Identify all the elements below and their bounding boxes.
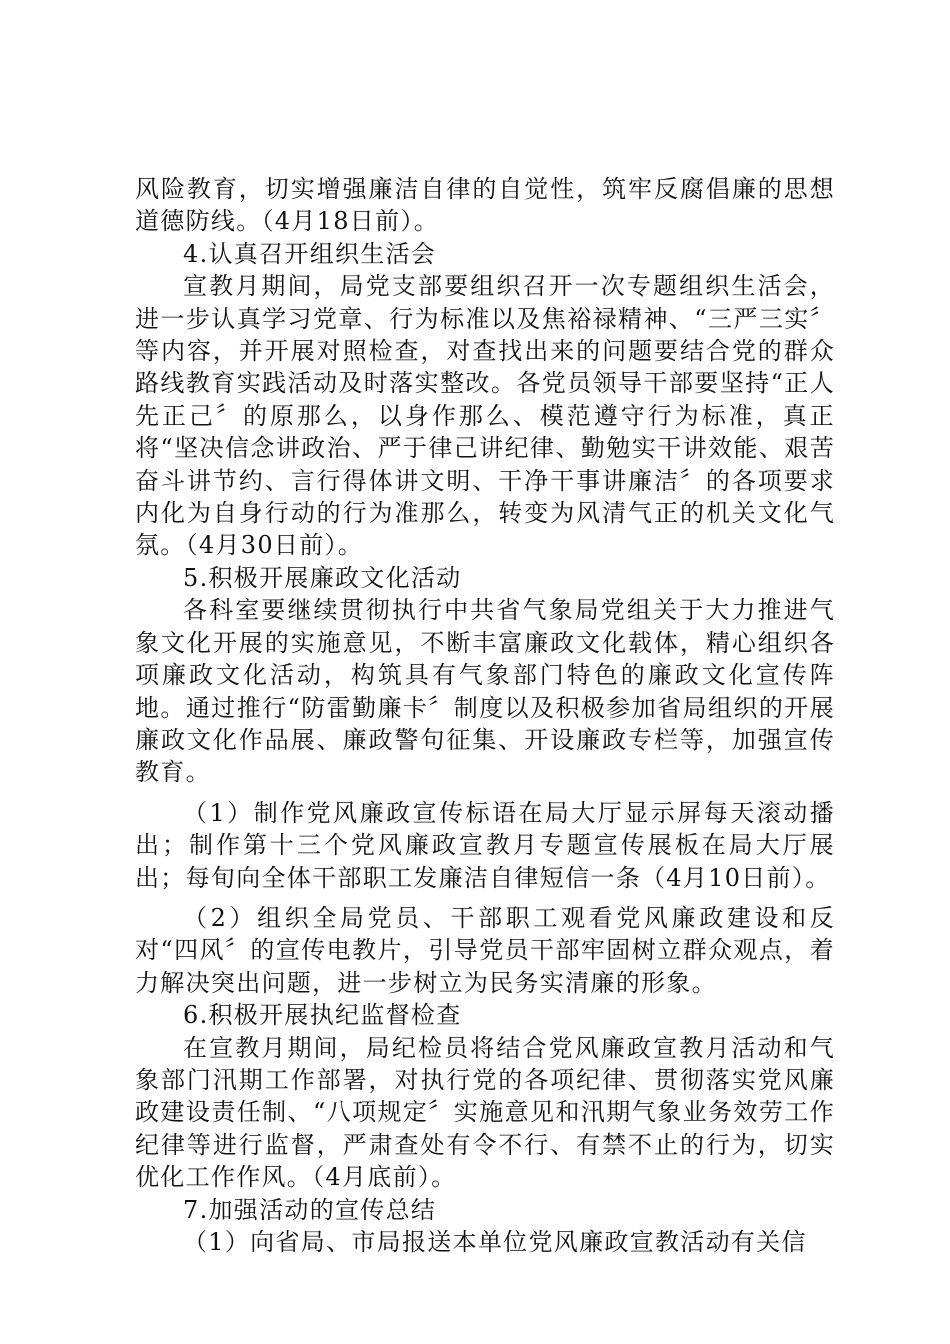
- paragraph-item-1-slogans: （1）制作党风廉政宣传标语在局大厅显示屏每天滚动播出；制作第十三个党风廉政宣教月专题宣传展板在局大厅展出；每旬向全体干部职工发廉洁自律短信一条（4月10日前）。: [135, 798, 835, 892]
- paragraph-supervision: 在宣教月期间，局纪检员将结合党风廉政宣教月活动和气象部门汛期工作部署，对执行党的各项纪律、贯彻落实党风廉政建设责任制、“八项规定〞实施意见和汛期气象业务效劳工作纪律等进行监督，严肃查处有令不行、有禁不止的行为，切实优化工作作风。（4月底前）。: [135, 1033, 835, 1192]
- paragraph-culture-activities: 各科室要继续贯彻执行中共省气象局党组关于大力推进气象文化开展的实施意见，不断丰富廉政文化载体，精心组织各项廉政文化活动，构筑具有气象部门特色的廉政文化宣传阵地。通过推行“防雷勤廉卡〞制度以及积极参加省局组织的开展廉政文化作品展、廉政警句征集、开设廉政专栏等，加强宣传教育。: [135, 596, 835, 787]
- section-heading-5: 5.积极开展廉政文化活动: [183, 563, 462, 592]
- paragraph-report-item-1: （1）向省局、市局报送本单位党风廉政宣教活动有关信: [183, 1228, 807, 1256]
- paragraph-continuation: 风险教育，切实增强廉洁自律的自觉性，筑牢反腐倡廉的思想道德防线。（4月18日前）。: [135, 175, 835, 236]
- document-body: [135, 173, 835, 1258]
- section-heading-7: 7.加强活动的宣传总结: [183, 1195, 437, 1224]
- paragraph-item-2-films: （2）组织全局党员、干部职工观看党风廉政建设和反对“四风〞的宣传电教片，引导党员干部牢固树立群众观点，着力解决突出问题，进一步树立为民务实清廉的形象。: [135, 903, 835, 997]
- section-heading-6: 6.积极开展执纪监督检查: [183, 1001, 462, 1030]
- section-heading-4: 4.认真召开组织生活会: [183, 239, 437, 268]
- paragraph-organization-meeting: 宣教月期间，局党支部要组织召开一次专题组织生活会，进一步认真学习党章、行为标准以及焦裕禄精神、“三严三实〞等内容，并开展对照检查，对查找出来的问题要结合党的群众路线教育实践活动及时落实整改。各党员领导干部要坚持“正人先正己〞的原那么，以身作那么、模范遵守行为标准，真正将“坚决信念讲政治、严于律己讲纪律、勤勉实干讲效能、艰苦奋斗讲节约、言行得体讲文明、干净干事讲廉洁〞的各项要求内化为自身行动的行为准那么，转变为风清气正的机关文化气氛。（4月30日前）。: [135, 272, 835, 560]
